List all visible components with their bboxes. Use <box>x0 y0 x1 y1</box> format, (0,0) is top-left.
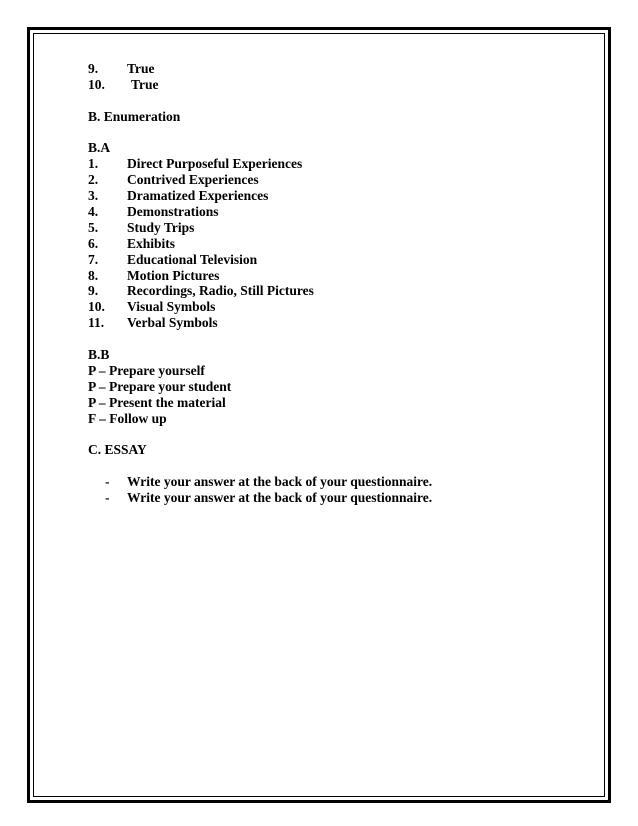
enumeration-item <box>88 283 588 299</box>
item-text: Visual Symbols <box>127 299 216 315</box>
item-number: 10. <box>88 299 105 315</box>
enumeration-item <box>88 204 588 220</box>
item-text: Contrived Experiences <box>127 172 259 188</box>
item-number: 9. <box>88 283 99 299</box>
dash-bullet: - <box>105 474 110 490</box>
item-text: Educational Television <box>127 251 258 267</box>
item-number: 4. <box>88 204 99 220</box>
dash-bullet: - <box>105 490 110 506</box>
item-number: 8. <box>88 267 99 283</box>
true-false-item <box>88 61 588 77</box>
item-text: Dramatized Experiences <box>127 188 269 204</box>
acronym-item: P – Prepare yourself <box>88 362 205 378</box>
item-number: 2. <box>88 172 99 188</box>
enumeration-item <box>88 236 588 252</box>
item-text: Exhibits <box>127 235 176 251</box>
section-c-title: C. ESSAY <box>88 442 147 458</box>
enumeration-item <box>88 220 588 236</box>
item-number: 10. <box>88 76 105 92</box>
item-number: 1. <box>88 156 99 172</box>
enumeration-item <box>88 156 588 172</box>
essay-instruction-text: Write your answer at the back of your questionnaire. <box>127 490 433 506</box>
item-text: Demonstrations <box>127 204 219 220</box>
enumeration-item <box>88 172 588 188</box>
item-number: 3. <box>88 188 99 204</box>
item-number: 7. <box>88 251 99 267</box>
acronym-item: P – Prepare your student <box>88 378 232 394</box>
acronym-item: P – Present the material <box>88 394 226 410</box>
true-false-item <box>88 77 588 93</box>
enumeration-item <box>88 299 588 315</box>
item-number: 6. <box>88 235 99 251</box>
enumeration-item <box>88 188 588 204</box>
item-number: 9. <box>88 61 99 76</box>
item-text: Recordings, Radio, Still Pictures <box>127 283 314 299</box>
essay-instruction <box>88 474 588 490</box>
acronym-item: F – Follow up <box>88 410 167 426</box>
item-text: Verbal Symbols <box>127 315 218 331</box>
item-answer: True <box>127 61 155 76</box>
answer-key-content <box>88 61 588 506</box>
item-number: 5. <box>88 219 99 235</box>
item-text: Motion Pictures <box>127 267 220 283</box>
item-answer: True <box>131 76 159 92</box>
essay-instruction <box>88 490 588 506</box>
section-bb-label: B.B <box>88 347 110 363</box>
enumeration-item <box>88 268 588 284</box>
item-text: Study Trips <box>127 219 195 235</box>
enumeration-item <box>88 315 588 331</box>
item-number: 11. <box>88 315 105 331</box>
item-text: Direct Purposeful Experiences <box>127 156 303 172</box>
essay-instruction-text: Write your answer at the back of your questionnaire. <box>127 474 433 490</box>
section-b-title: B. Enumeration <box>88 108 181 124</box>
enumeration-item <box>88 252 588 268</box>
section-ba-label: B.A <box>88 140 111 156</box>
